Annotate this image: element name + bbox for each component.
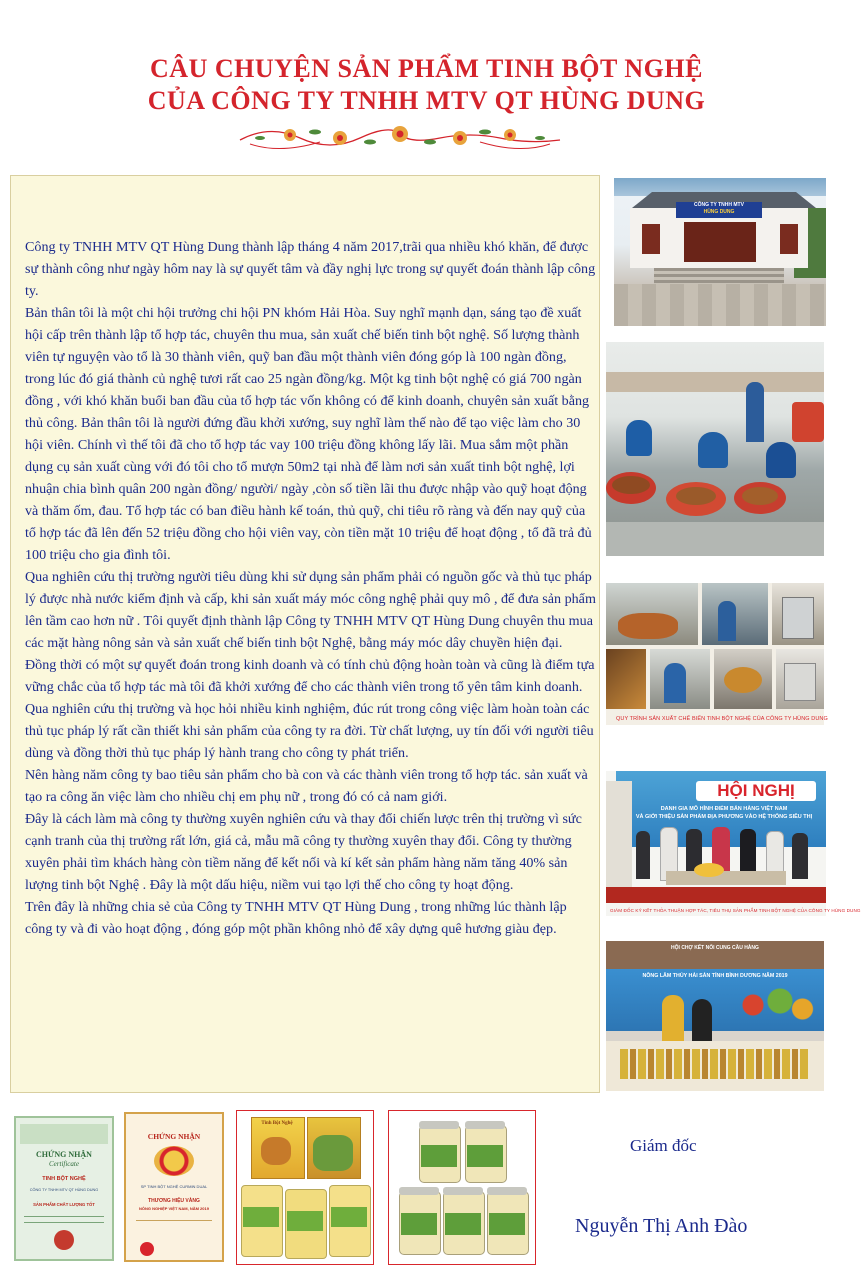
story-paragraph: Qua nghiên cứu thị trường người tiêu dùng khi sử dụng sản phẩm phải có nguồn gốc và thủ tục pháp lý được nhà nước kiểm định và cấp, khi sản xuất máy móc công nghệ phải quy mô , để đưa sản phẩm lên tầm cao hơn nữ . Tôi quyết định thành lập Công ty TNHH MTV QT Hùng Dung chuyên thu mua các mặt hàng nông sản và sản xuất chế biến tinh bột Nghệ, bằng máy móc dây chuyền hiện đại.	[25, 569, 596, 651]
floral-ornament-icon	[230, 120, 570, 156]
signature-name: Nguyễn Thị Anh Đào	[575, 1215, 748, 1237]
story-paragraph: Nên hàng năm công ty bao tiêu sản phẩm cho bà con và các thành viên trong tổ hợp tác. sản xuất và tạo ra công ăn việc làm cho nhiều chị em phụ nữ , trong đó có cả nam giới.	[25, 767, 588, 805]
cert2-title: CHỨNG NHẬN	[147, 1132, 201, 1141]
conference-photo	[606, 771, 861, 916]
cert2-product: SP TINH BỘT NGHỆ CURMIN DUAL	[140, 1184, 208, 1189]
story-paragraph: Bản thân tôi là một chi hội trưởng chi hội PN khóm Hải Hòa. Suy nghĩ mạnh dạn, sáng tạo đề xuất hội cấp trên thành lập tổ hợp tác, chuyên thu mua, sản xuất chế biến tinh bột nghệ. Số lượng thành viên tự nguyện vào tổ là 30 thành viên, quỹ ban đầu một thành viên đóng góp là 100 ngàn đồng, trong lúc đó giá thành củ nghệ tươi rất cao 25 ngàn đồng/kg. Một kg tinh bột nghệ có giá 700 ngàn đồng , với khó khăn buổi ban đầu của tổ hợp tác vốn không có để kinh doanh, chuyên sản xuất bằng thủ công. Bản thân tôi là người đứng đầu khởi xướng, suy nghĩ làm thế nào để tạo việc làm cho 30 hội viên. Chính vì thế tôi đã cho tổ hợp tác vay 100 triệu đồng không lấy lãi. Mua sắm một phần dụng cụ sản xuất cùng với đó tôi cho tổ mượn 50m2 tại nhà để làm nơi sản xuất tinh bột nghệ, lợi nhuận chia bình quân 200 ngàn đồng/ người/ ngày ,còn số tiền lãi thu được nhập vào quỹ hoạt động và thăm ốm, đau. Tổ hợp tác có ban điều hành kế toán, thủ quỹ, chi tiêu rõ ràng và đến nay quỹ của tổ hợp tác đã lên đến 52 triệu đồng cho hội viên vay, còn tiền mặt 10 triệu để hoạt động , tổ đã trả đủ 100 triệu cho gia đình tôi.	[25, 305, 592, 563]
trade-fair-photo	[606, 941, 824, 1091]
cert1-product: TINH BỘT NGHỆ	[42, 1176, 86, 1182]
cert1-subtitle: Certificate	[49, 1160, 79, 1168]
story-paragraph: Công ty TNHH MTV QT Hùng Dung thành lập tháng 4 năm 2017,trãi qua nhiều khó khăn, để được sự thành công như ngày hôm nay là sự quyết tâm và đầy nghị lực trong sự quyết đoán thành lập công ty.	[25, 239, 596, 299]
story-paragraph: Trên đây là những chia sẻ của Công ty TNHH MTV QT Hùng Dung , trong những lúc thành lập công ty và đi vào hoạt động , đóng góp một phần không nhỏ để xây dựng quê hương giàu đẹp.	[25, 899, 567, 937]
conference-banner-title: HỘI NGHỊ	[696, 781, 816, 801]
story-paragraph: Đây là cách làm mà công ty thường xuyên nghiên cứu và thay đổi chiến lược trên thị trường vì sức cạnh tranh của thị trường rất lớn, giá cả, mẫu mã công ty thường xuyên thay đổi. Công ty thường xuyên phải tìm khách hàng còn tiềm năng để kết nối và kí kết sản phẩm hàng năm tăng 40% sản lượng tinh bột Nghệ . Đây là một dấu hiệu, niềm vui tạo lợi thế cho công ty hoạt động.	[25, 811, 582, 893]
cert2-award-line2: NÔNG NGHIỆP VIỆT NAM, NĂM 2019	[139, 1206, 209, 1211]
certificate-1	[14, 1116, 114, 1261]
product-box-label: Tinh Bột Nghệ	[261, 1121, 293, 1126]
cert1-award: SẢN PHẨM CHẤT LƯỢNG TỐT	[33, 1202, 95, 1207]
process-collage-photo	[606, 583, 828, 725]
conference-caption: GIÁM ĐỐC KÝ KẾT THỎA THUẬN HỢP TÁC, TIÊU THỤ SẢN PHẨM TINH BỘT NGHỆ CỦA CÔNG TY HÙNG DUNG	[610, 908, 861, 913]
certificate-2	[124, 1112, 224, 1262]
signature-title: Giám đốc	[630, 1136, 697, 1155]
fair-banner-line2: NÔNG LÂM THỦY HẢI SẢN TỈNH BÌNH DƯƠNG NĂM 2019	[642, 973, 788, 979]
cert1-company: CÔNG TY TNHH MTV QT HÙNG DUNG	[29, 1188, 99, 1192]
company-building-photo	[614, 178, 826, 326]
production-workers-photo	[606, 342, 824, 556]
product-photo-boxes	[236, 1110, 374, 1265]
building-sign-line2: HÙNG DUNG	[703, 209, 735, 215]
cert2-award: THƯƠNG HIỆU VÀNG	[148, 1198, 200, 1204]
cert1-title: CHỨNG NHẬN	[36, 1150, 92, 1159]
product-photo-jars	[388, 1110, 536, 1265]
story-paragraph: Qua nghiên cứu thị trường và học hỏi nhiều kinh nghiệm, đúc rút trong công việc làm hoàn toàn các thủ tục pháp lý rất cần thiết khi sản phẩm của công ty ra đời. Từ chất lượng, uy tín đối với người tiêu dùng và đồng thời thủ tục pháp lý hành trang cho công ty phát triển.	[25, 701, 594, 761]
page-title-line1: CÂU CHUYỆN SẢN PHẨM TINH BỘT NGHỆ	[150, 54, 703, 83]
story-paragraph: Đồng thời có một sự quyết đoán trong kinh doanh và có tính chủ động hoàn toàn và cũng là điểm tựa vững chắc của tổ hợp tác mà tôi đã khởi xướng để cho các thành viên trong tổ yên tâm kinh doanh.	[25, 657, 595, 695]
conference-banner-line2: VÀ GIỚI THIỆU SẢN PHẨM ĐỊA PHƯƠNG VÀO HỆ THỐNG SIÊU THỊ	[635, 814, 813, 820]
fair-banner-line1: HỘI CHỢ KẾT NỐI CUNG CẦU HÀNG	[671, 945, 759, 951]
building-sign-line1: CÔNG TY TNHH MTV	[694, 202, 744, 208]
story-text	[25, 236, 597, 940]
process-caption: QUY TRÌNH SẢN XUẤT CHẾ BIẾN TINH BỘT NGHỆ CỦA CÔNG TY HÙNG DUNG	[616, 716, 828, 722]
page-title-line2: CỦA CÔNG TY TNHH MTV QT HÙNG DUNG	[147, 86, 706, 115]
conference-banner-line1: DANH GIA MÔ HÌNH ĐIỂM BÁN HÀNG VIỆT NAM	[660, 806, 788, 812]
